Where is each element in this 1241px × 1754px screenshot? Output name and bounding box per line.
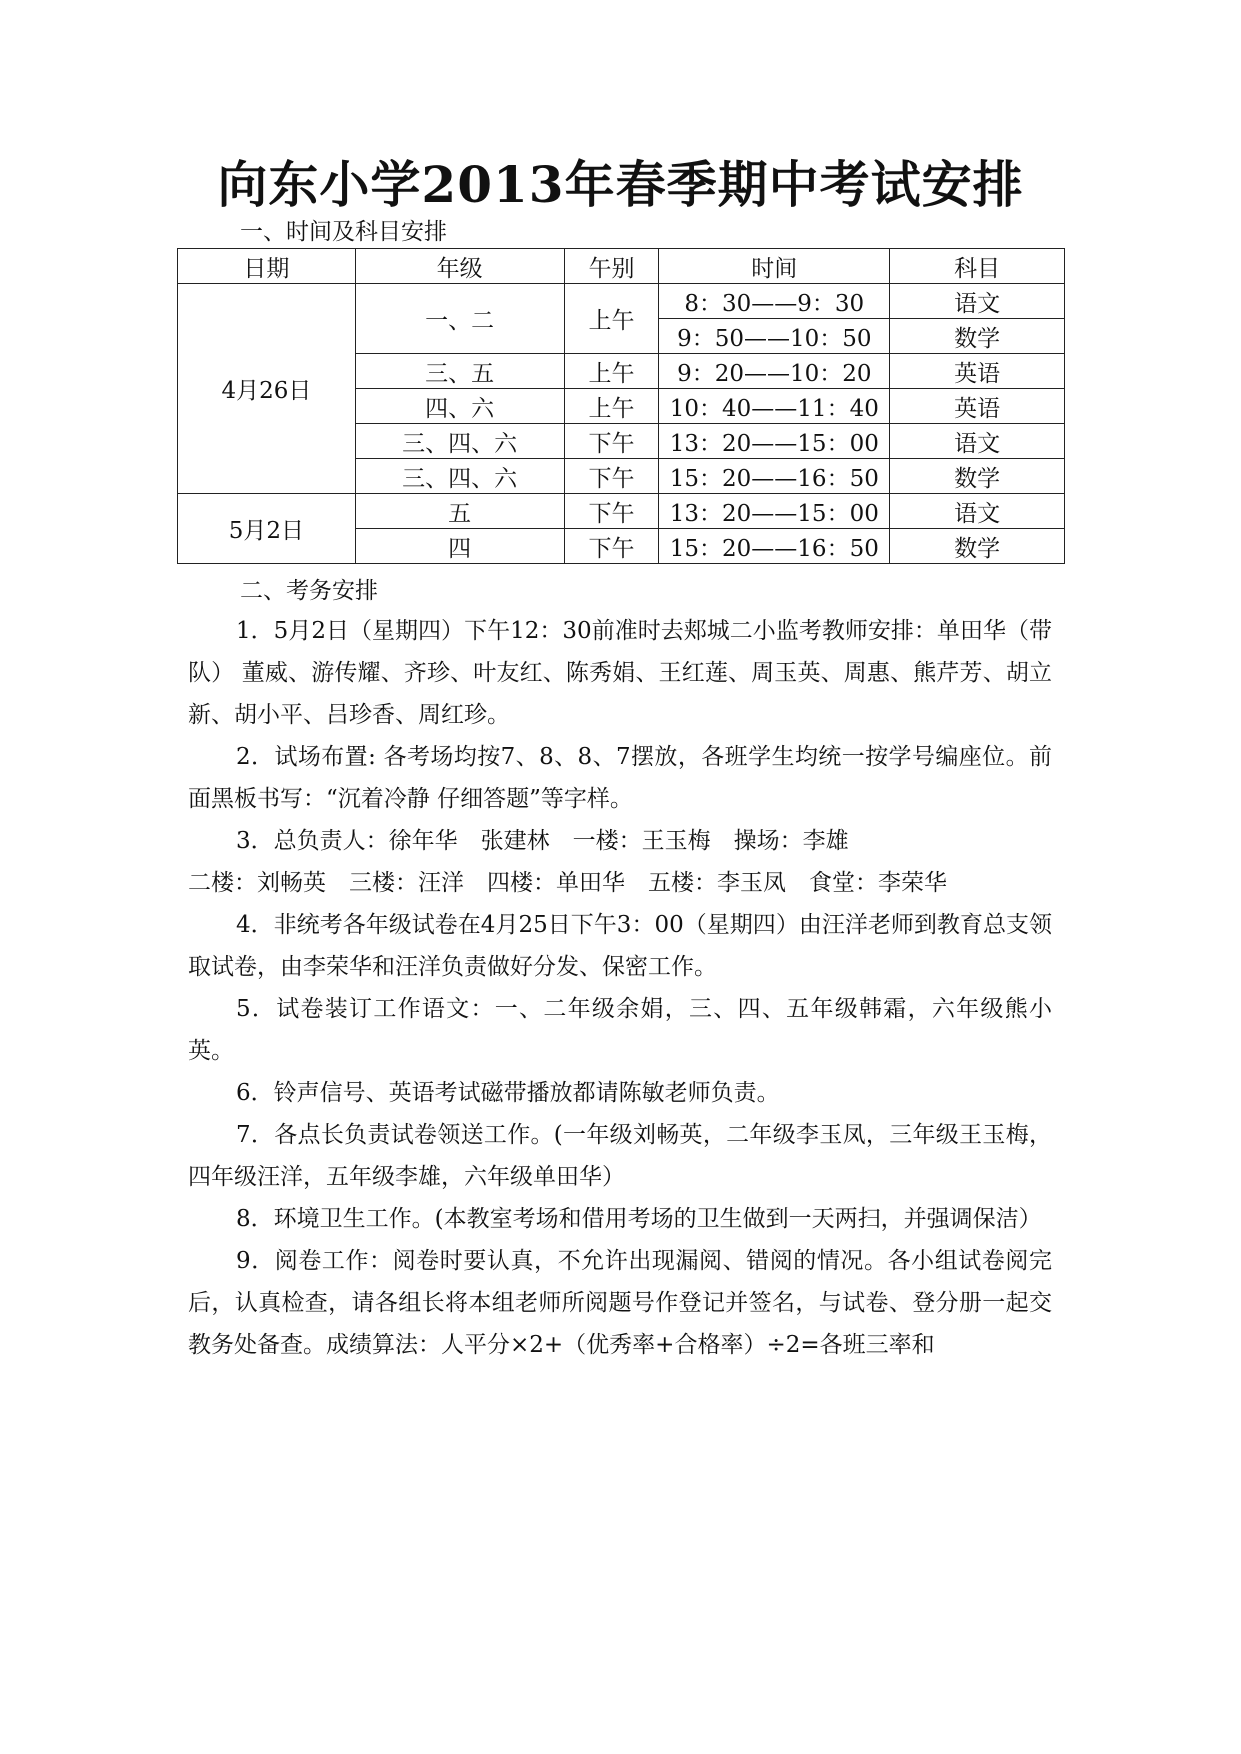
header-period: 午别 [564, 249, 659, 284]
header-subject: 科目 [890, 249, 1065, 284]
paragraph-5: 5．试卷装订工作语文：一、二年级余娟，三、四、五年级韩霜，六年级熊小英。 [188, 996, 1052, 1064]
affairs-list [188, 610, 1052, 1366]
grade-cell: 四、六 [355, 389, 564, 424]
header-time: 时间 [659, 249, 890, 284]
table-header-row [178, 249, 1065, 284]
grade-cell: 五 [355, 494, 564, 529]
subject-cell: 英语 [890, 354, 1065, 389]
period-cell: 下午 [564, 529, 659, 564]
table-row [178, 284, 1065, 319]
paragraph-8: 8．环境卫生工作。(本教室考场和借用考场的卫生做到一天两扫，并强调保洁） [236, 1206, 1042, 1232]
paragraph-7: 7．各点长负责试卷领送工作。(一年级刘畅英，二年级李玉凤，三年级王玉梅，四年级汪洋，五年级李雄，六年级单田华） [188, 1122, 1052, 1190]
paragraph-3: 3．总负责人：徐年华 张建林 一楼：王玉梅 操场：李雄 [236, 828, 849, 854]
date-cell: 4月26日 [178, 284, 356, 494]
period-cell: 下午 [564, 424, 659, 459]
paragraph-6: 6．铃声信号、英语考试磁带播放都请陈敏老师负责。 [236, 1080, 780, 1106]
grade-cell: 四 [355, 529, 564, 564]
section-heading-affairs: 二、考务安排 [240, 578, 378, 604]
period-cell: 下午 [564, 459, 659, 494]
date-cell: 5月2日 [178, 494, 356, 564]
subject-cell: 数学 [890, 529, 1065, 564]
period-cell: 下午 [564, 494, 659, 529]
grade-cell: 三、五 [355, 354, 564, 389]
header-date: 日期 [178, 249, 356, 284]
grade-cell: 三、四、六 [355, 424, 564, 459]
page-title: 向东小学2013年春季期中考试安排 [217, 155, 1024, 214]
time-cell: 9：20——10：20 [659, 354, 890, 389]
table-row [178, 494, 1065, 529]
section-heading-schedule: 一、时间及科目安排 [240, 219, 447, 245]
time-cell: 15：20——16：50 [659, 459, 890, 494]
time-cell: 13：20——15：00 [659, 424, 890, 459]
time-cell: 10：40——11：40 [659, 389, 890, 424]
paragraph-1: 1．5月2日（星期四）下午12：30前准时去郏城二小监考教师安排：单田华（带队） 董威、游传耀、齐珍、叶友红、陈秀娟、王红莲、周玉英、周惠、熊芹芳、胡立新、胡小平、吕珍香、周红珍。 [188, 618, 1052, 728]
paragraph-4: 4．非统考各年级试卷在4月25日下午3：00（星期四）由汪洋老师到教育总支领取试卷，由李荣华和汪洋负责做好分发、保密工作。 [188, 912, 1052, 980]
subject-cell: 语文 [890, 284, 1065, 319]
subject-cell: 语文 [890, 424, 1065, 459]
subject-cell: 数学 [890, 459, 1065, 494]
paragraph-3-continued: 二楼：刘畅英 三楼：汪洋 四楼：单田华 五楼：李玉凤 食堂：李荣华 [188, 870, 947, 896]
time-cell: 15：20——16：50 [659, 529, 890, 564]
time-cell: 8：30——9：30 [659, 284, 890, 319]
subject-cell: 语文 [890, 494, 1065, 529]
paragraph-2: 2．试场布置: 各考场均按7、8、8、7摆放，各班学生均统一按学号编座位。前面黑板书写：“沉着冷静 仔细答题”等字样。 [188, 744, 1052, 812]
paragraph-9: 9．阅卷工作：阅卷时要认真，不允许出现漏阅、错阅的情况。各小组试卷阅完后，认真检查，请各组长将本组老师所阅题号作登记并签名，与试卷、登分册一起交教务处备查。成绩算法：人平分×2+（优秀率+合格率）÷2=各班三率和 [188, 1248, 1052, 1358]
time-cell: 13：20——15：00 [659, 494, 890, 529]
subject-cell: 数学 [890, 319, 1065, 354]
grade-cell: 一、二 [355, 284, 564, 354]
period-cell: 上午 [564, 389, 659, 424]
grade-cell: 三、四、六 [355, 459, 564, 494]
exam-schedule-table [177, 248, 1065, 564]
time-cell: 9：50——10：50 [659, 319, 890, 354]
subject-cell: 英语 [890, 389, 1065, 424]
period-cell: 上午 [564, 284, 659, 354]
header-grade: 年级 [355, 249, 564, 284]
period-cell: 上午 [564, 354, 659, 389]
